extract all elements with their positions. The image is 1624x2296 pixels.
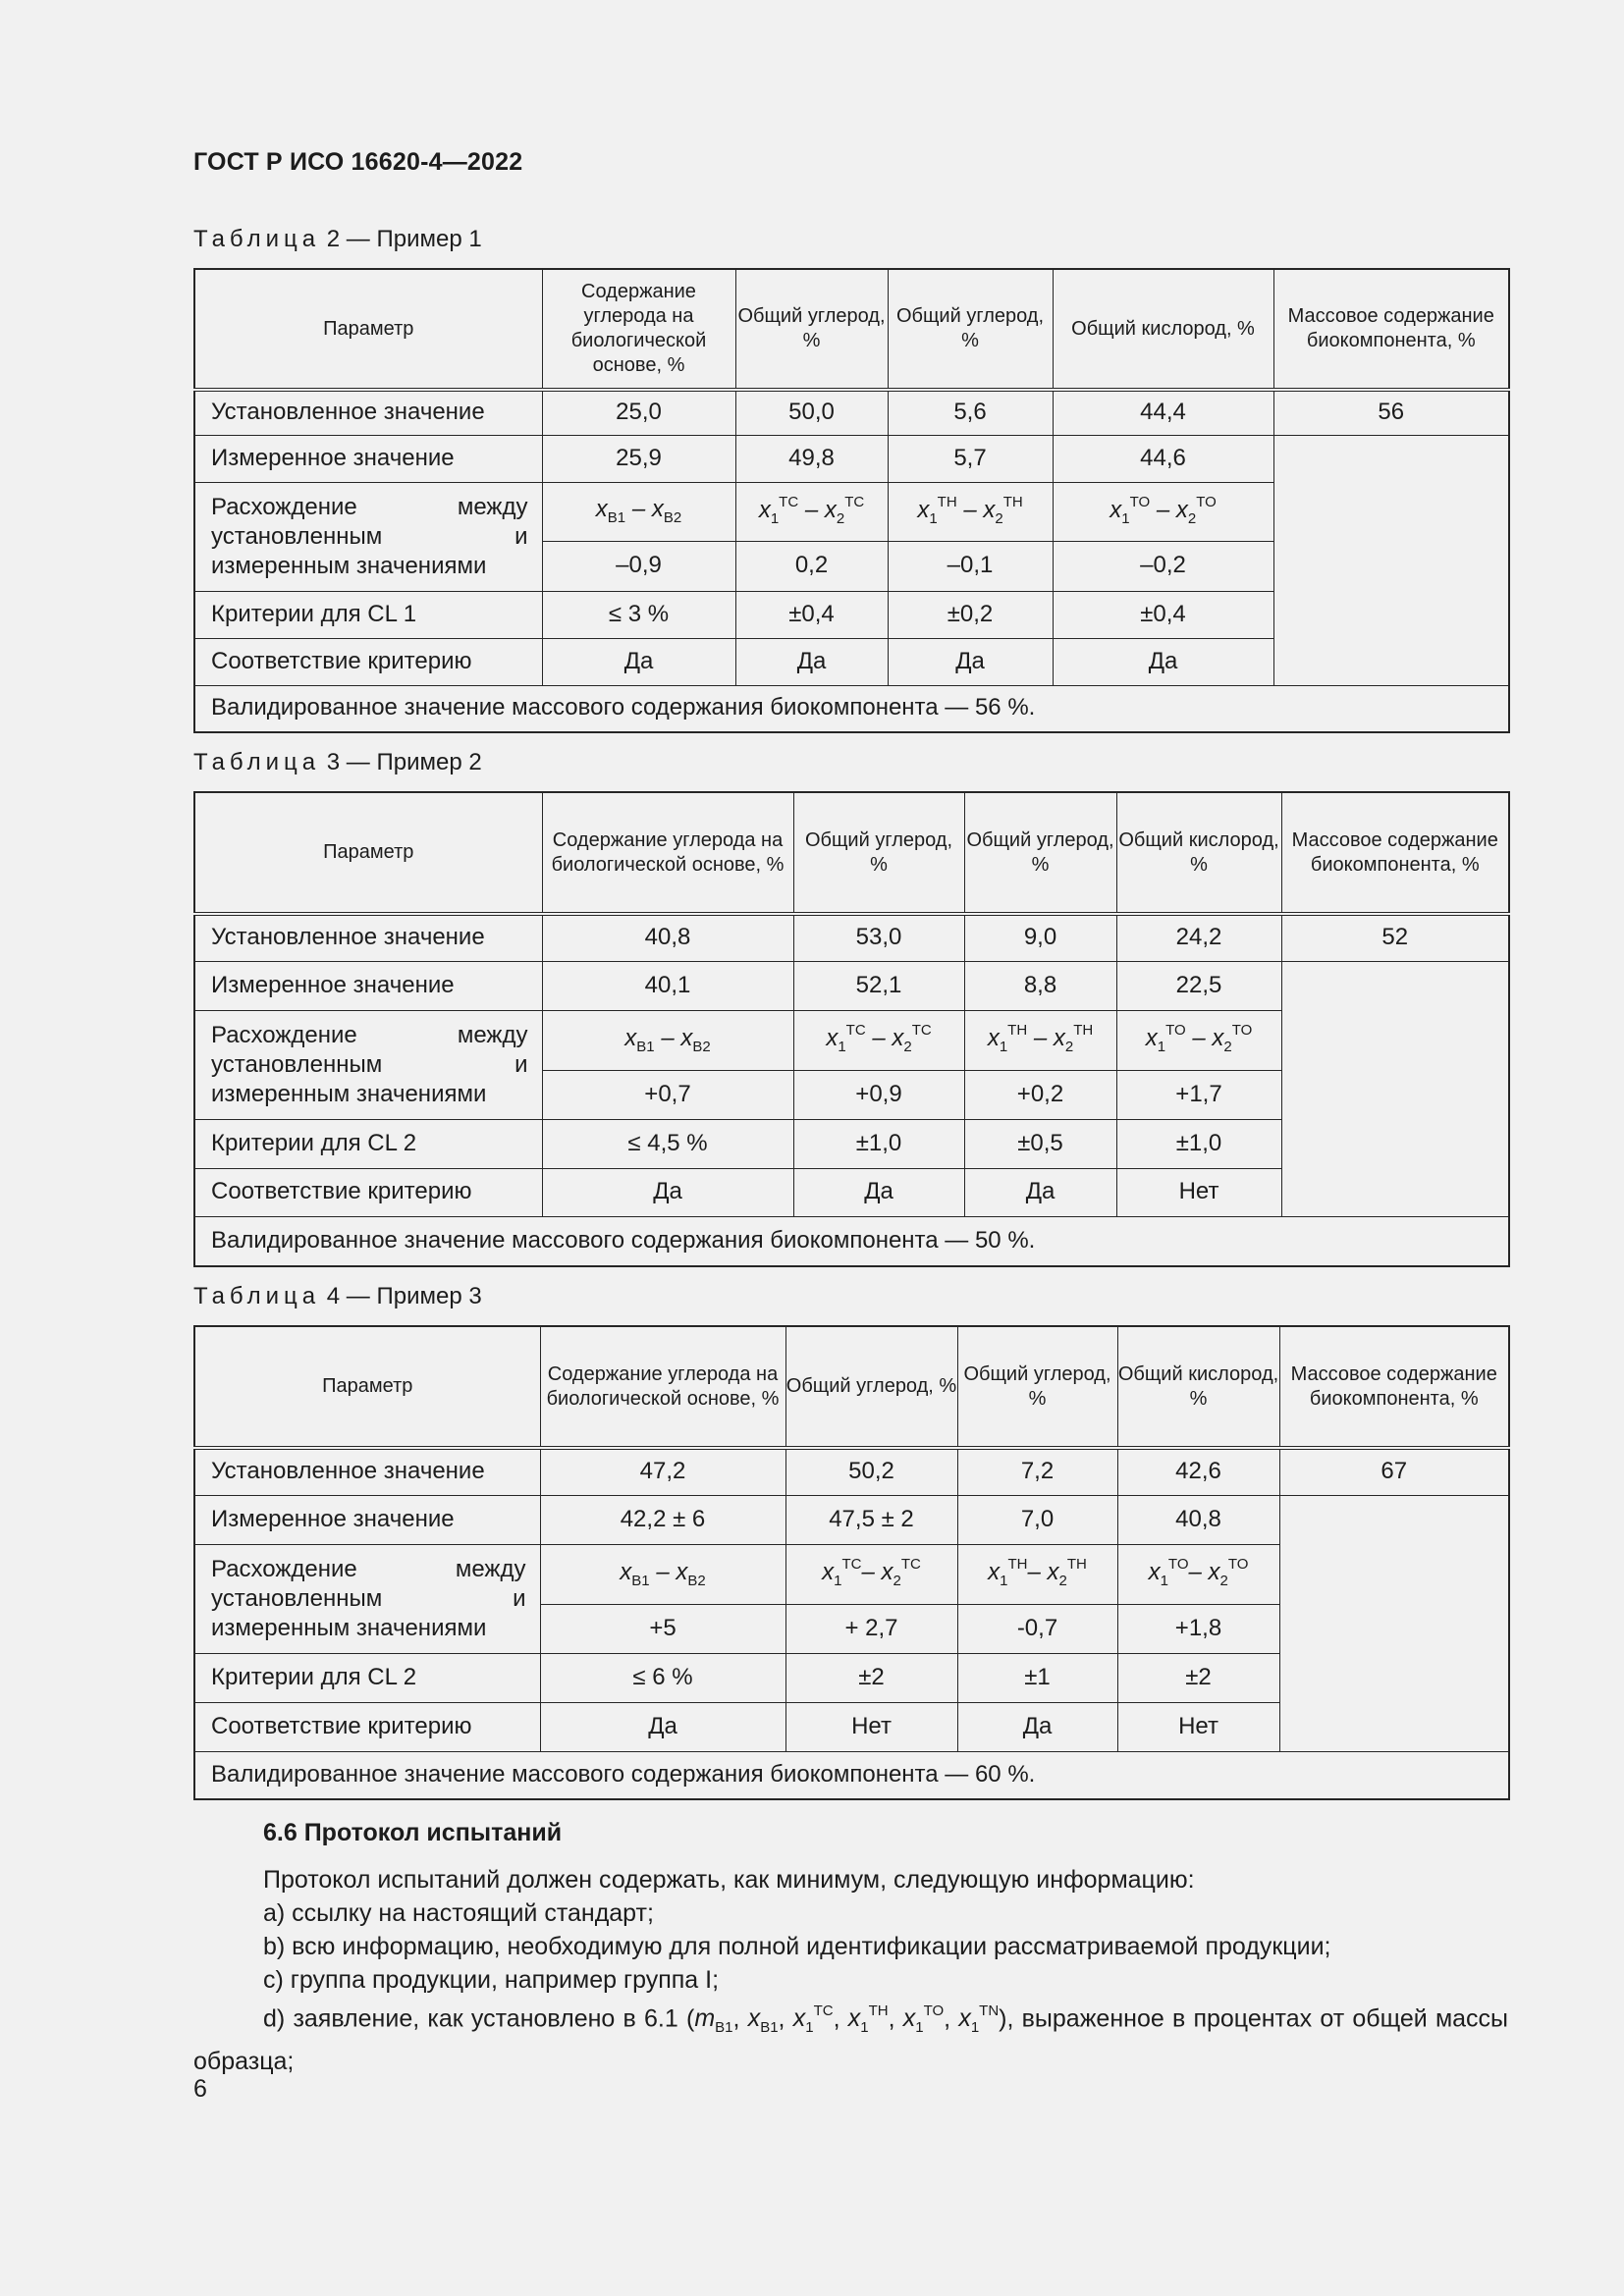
cell-value: 50,2 [785, 1448, 957, 1495]
table-4-caption [193, 1283, 482, 1310]
section-intro: Протокол испытаний должен содержать, как минимум, следующую информацию: [263, 1866, 1195, 1894]
row-label-set-value: Установленное значение [194, 390, 542, 435]
row-label-measured-value: Измеренное значение [194, 435, 542, 482]
row-label-measured-value: Измеренное значение [194, 1495, 540, 1544]
cell-value: Да [735, 638, 888, 685]
header-parameter: Параметр [194, 269, 542, 390]
cell-value: 49,8 [735, 435, 888, 482]
table-caption-title: 4 — Пример 3 [326, 1283, 482, 1309]
cell-value: -0,7 [957, 1604, 1117, 1653]
table-caption-word: Таблица [193, 749, 321, 775]
cell-value: 8,8 [964, 961, 1116, 1010]
cell-value: 9,0 [964, 914, 1116, 961]
list-item-d: d) заявление, как установлено в 6.1 ($m_{B1}$, $x_{B1}$, $x_1^{TC}$, $x_1^{TH}$, $x_1^{TO}$, $x_1^{TN}$), выраженное в процентах от общей массы образца; [193, 2002, 1509, 2076]
cell-value: 40,1 [542, 961, 793, 1010]
header-parameter: Параметр [194, 1326, 540, 1448]
cell-value: 25,9 [542, 435, 735, 482]
header-total-oxygen: Общий кислород, % [1117, 1326, 1279, 1448]
cell-value: 22,5 [1116, 961, 1281, 1010]
empty-merged-cell [1281, 961, 1509, 1216]
formula-cell: $x_1^{TO} - x_2^{TO}$ [1053, 482, 1273, 541]
section-title: 6.6 Протокол испытаний [263, 1819, 563, 1846]
cell-value: ≤ 3 % [542, 591, 735, 638]
header-biocomponent-content: Массовое содержание биокомпонента, % [1273, 269, 1509, 390]
cell-value: ±2 [785, 1653, 957, 1702]
cell-value: 56 [1273, 390, 1509, 435]
page-number: 6 [193, 2075, 207, 2103]
list-item-c: c) группа продукции, например группа I; [263, 1966, 720, 1994]
cell-value: 5,6 [888, 390, 1053, 435]
cell-value: –0,1 [888, 541, 1053, 591]
cell-value: +1,8 [1117, 1604, 1279, 1653]
header-total-oxygen: Общий кислород, % [1053, 269, 1273, 390]
formula-cell: $x_1^{TH}-$ $x_2^{TH}$ [957, 1544, 1117, 1604]
cell-value: Нет [785, 1702, 957, 1751]
row-label-set-value: Установленное значение [194, 1448, 540, 1495]
row-label-set-value: Установленное значение [194, 914, 542, 961]
header-total-oxygen: Общий кислород, % [1116, 792, 1281, 914]
table-footer: Валидированное значение массового содержания биокомпонента — 60 %. [194, 1751, 1509, 1799]
empty-merged-cell [1273, 435, 1509, 685]
cell-value: 44,4 [1053, 390, 1273, 435]
formula-cell: $x_{B1} - x_{B2}$ [542, 482, 735, 541]
table-footer: Валидированное значение массового содержания биокомпонента — 50 %. [194, 1216, 1509, 1266]
header-biobased-carbon: Содержание углерода на биологической основе, % [540, 1326, 785, 1448]
cell-value: ±0,5 [964, 1119, 1116, 1168]
cell-value: Да [1053, 638, 1273, 685]
header-biocomponent-content: Массовое содержание биокомпонента, % [1281, 792, 1509, 914]
header-biocomponent-content: Массовое содержание биокомпонента, % [1279, 1326, 1509, 1448]
cell-value: –0,9 [542, 541, 735, 591]
cell-value: Да [957, 1702, 1117, 1751]
section-body [193, 1863, 1508, 2078]
cell-value: 40,8 [1117, 1495, 1279, 1544]
document-header: ГОСТ Р ИСО 16620-4—2022 [193, 148, 523, 176]
formula-cell: $x_{B1} - x_{B2}$ [540, 1544, 785, 1604]
header-parameter: Параметр [194, 792, 542, 914]
table-caption-title: 3 — Пример 2 [326, 749, 482, 775]
header-total-carbon: Общий углерод, % [785, 1326, 957, 1448]
cell-value: 0,2 [735, 541, 888, 591]
cell-value: 52 [1281, 914, 1509, 961]
row-label-conformity: Соответствие критерию [194, 1168, 542, 1216]
table-caption-title: 2 — Пример 1 [326, 226, 482, 252]
cell-value: ±1,0 [1116, 1119, 1281, 1168]
table-caption-word: Таблица [193, 226, 321, 252]
cell-value: 47,2 [540, 1448, 785, 1495]
header-total-carbon-2: Общий углерод, % [957, 1326, 1117, 1448]
cell-value: ±0,4 [735, 591, 888, 638]
cell-value: Да [542, 1168, 793, 1216]
cell-value: 53,0 [793, 914, 964, 961]
cell-value: 42,6 [1117, 1448, 1279, 1495]
cell-value: ≤ 4,5 % [542, 1119, 793, 1168]
table-4 [193, 1325, 1510, 1800]
list-item-b: b) всю информацию, необходимую для полной идентификации рассматриваемой продукции; [263, 1933, 1331, 1960]
cell-value: 40,8 [542, 914, 793, 961]
header-total-carbon: Общий углерод, % [735, 269, 888, 390]
cell-value: 7,0 [957, 1495, 1117, 1544]
cell-value: Да [542, 638, 735, 685]
row-label-conformity: Соответствие критерию [194, 1702, 540, 1751]
cell-value: 44,6 [1053, 435, 1273, 482]
header-biobased-carbon: Содержание углерода на биологической основе, % [542, 269, 735, 390]
cell-value: 52,1 [793, 961, 964, 1010]
header-biobased-carbon: Содержание углерода на биологической основе, % [542, 792, 793, 914]
row-label-criteria: Критерии для CL 2 [194, 1653, 540, 1702]
cell-value: ±2 [1117, 1653, 1279, 1702]
cell-value: Нет [1117, 1702, 1279, 1751]
formula-cell: $x_1^{TC} - x_2^{TC}$ [793, 1010, 964, 1070]
cell-value: +0,2 [964, 1070, 1116, 1119]
cell-value: +5 [540, 1604, 785, 1653]
cell-value: ±1 [957, 1653, 1117, 1702]
cell-value: 24,2 [1116, 914, 1281, 961]
cell-value: ±0,4 [1053, 591, 1273, 638]
row-label-criteria: Критерии для CL 2 [194, 1119, 542, 1168]
header-total-carbon-2: Общий углерод, % [964, 792, 1116, 914]
cell-value: 42,2 ± 6 [540, 1495, 785, 1544]
row-label-measured-value: Измеренное значение [194, 961, 542, 1010]
formula-cell: $x_1^{TO}-$ $x_2^{TO}$ [1117, 1544, 1279, 1604]
row-label-difference: Расхождение между установленным и измеренным значениями [194, 1010, 542, 1119]
formula-cell: $x_1^{TH} - x_2^{TH}$ [888, 482, 1053, 541]
formula-cell: $x_1^{TH} - x_2^{TH}$ [964, 1010, 1116, 1070]
header-total-carbon-2: Общий углерод, % [888, 269, 1053, 390]
cell-value: Нет [1116, 1168, 1281, 1216]
cell-value: +1,7 [1116, 1070, 1281, 1119]
cell-value: 67 [1279, 1448, 1509, 1495]
table-caption-word: Таблица [193, 1283, 321, 1309]
table-2 [193, 268, 1510, 733]
cell-value: Да [540, 1702, 785, 1751]
formula-cell: $x_1^{TC}-$ $x_2^{TC}$ [785, 1544, 957, 1604]
table-3-caption [193, 749, 482, 776]
cell-value: –0,2 [1053, 541, 1273, 591]
table-footer: Валидированное значение массового содержания биокомпонента — 56 %. [194, 685, 1509, 732]
table-3 [193, 791, 1510, 1267]
empty-merged-cell [1279, 1495, 1509, 1751]
cell-value: +0,9 [793, 1070, 964, 1119]
formula-cell: $x_1^{TC} - x_2^{TC}$ [735, 482, 888, 541]
formula-cell: $x_{B1} - x_{B2}$ [542, 1010, 793, 1070]
cell-value: +0,7 [542, 1070, 793, 1119]
cell-value: 50,0 [735, 390, 888, 435]
row-label-conformity: Соответствие критерию [194, 638, 542, 685]
cell-value: ±0,2 [888, 591, 1053, 638]
row-label-difference: Расхождение между установленным и измеренным значениями [194, 482, 542, 591]
cell-value: Да [793, 1168, 964, 1216]
cell-value: Да [888, 638, 1053, 685]
cell-value: 25,0 [542, 390, 735, 435]
row-label-difference: Расхождение между установленным и измеренным значениями [194, 1544, 540, 1653]
table-2-caption [193, 226, 482, 253]
cell-value: 7,2 [957, 1448, 1117, 1495]
cell-value: 5,7 [888, 435, 1053, 482]
formula-cell: $x_1^{TO} - x_2^{TO}$ [1116, 1010, 1281, 1070]
cell-value: 47,5 ± 2 [785, 1495, 957, 1544]
cell-value: Да [964, 1168, 1116, 1216]
list-item-a: a) ссылку на настоящий стандарт; [263, 1899, 654, 1927]
cell-value: ≤ 6 % [540, 1653, 785, 1702]
cell-value: + 2,7 [785, 1604, 957, 1653]
row-label-criteria: Критерии для CL 1 [194, 591, 542, 638]
cell-value: ±1,0 [793, 1119, 964, 1168]
header-total-carbon: Общий углерод, % [793, 792, 964, 914]
